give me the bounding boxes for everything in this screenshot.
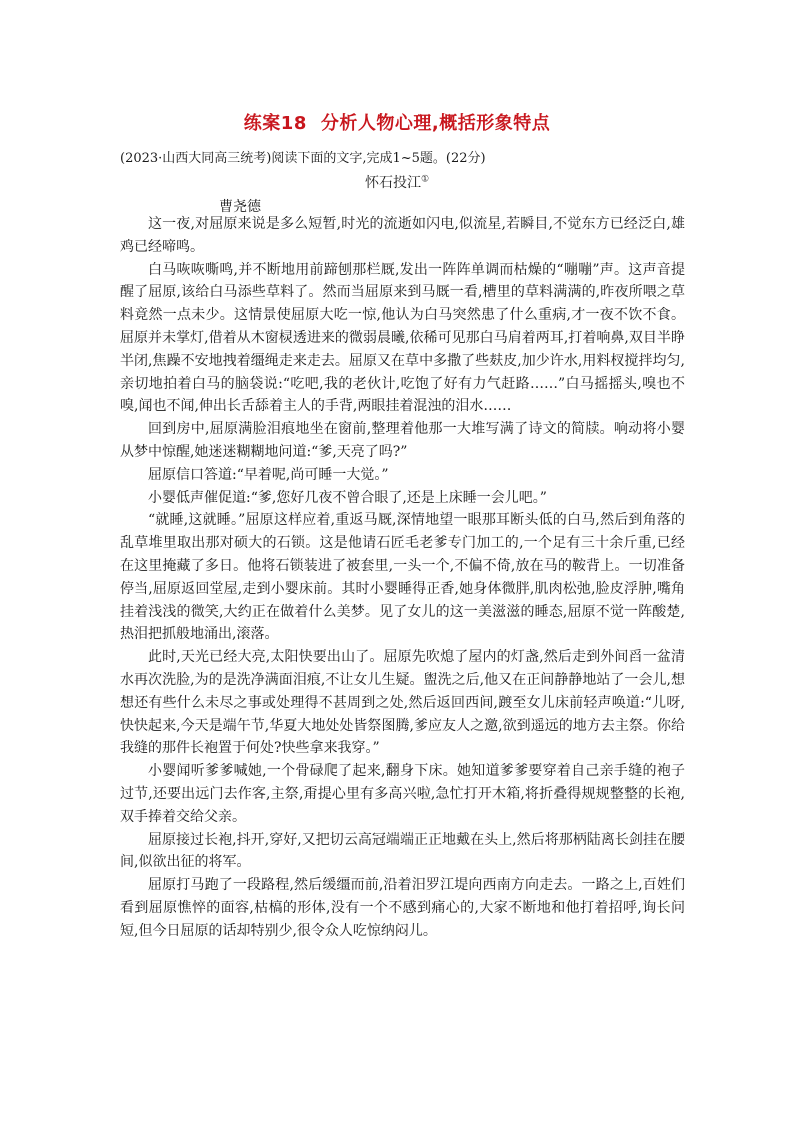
story-author: 曹尧德 (219, 199, 261, 215)
paragraph: 屈原信口答道:“早着呢,尚可睡一大觉。” (148, 466, 389, 483)
paragraph: 小婴低声催促道:“爹,您好几夜不曾合眼了,还是上床睡一会儿吧。” (148, 489, 547, 506)
paragraph: 屈原打马跑了一段路程,然后缓缰而前,沿着汨罗江堤向西南方向走去。一路之上,百姓们看到屈原憔悴的面容,枯槁的形体,没有一个不感到痛心的,大家不断地和他打着招呼,询长问短,但今日屈原的话却特别少,很令众人吃惊纳闷儿。 (120, 877, 685, 939)
title-topic: 分析人物心理,概括形象特点 (320, 113, 551, 134)
paragraph: 屈原接过长袍,抖开,穿好,又把切云高冠端端正正地戴在头上,然后将那柄陆离长剑挂在腰间,似欲出征的将军。 (120, 831, 685, 871)
paragraph: 此时,天光已经大亮,太阳快要出山了。屈原先吹熄了屋内的灯盏,然后走到外间舀一盆清水再次洗脸,为的是洗净满面泪痕,不让女儿生疑。盥洗之后,他又在正间静静地站了一会儿,想想还有些什么未尽之事或处理得不甚周到之处,然后返回西间,踱至女儿床前轻声唤道:“儿呀,快快起来,今天是端午节,华夏大地处处皆祭图腾,爹应友人之邀,欲到遥远的地方去主祭。你给我缝的那件长袍置于何处?快些拿来我穿。” (120, 649, 685, 757)
paragraph: 小婴闻听爹爹喊她,一个骨碌爬了起来,翻身下床。她知道爹爹要穿着自己亲手缝的袍子过节,还要出远门去作客,主祭,甭提心里有多高兴啦,急忙打开木箱,将折叠得规规整整的长袍,双手捧着交给父亲。 (120, 763, 685, 825)
title-lesson-number: 练案18 (243, 113, 307, 134)
question-source-line: (2023·山西大同高三统考)阅读下面的文字,完成1~5题。(22分) (120, 151, 486, 166)
paragraph: 回到房中,屈原满脸泪痕地坐在窗前,整理着他那一大堆写满了诗文的简牍。响动将小婴从梦中惊醒,她迷迷糊糊地问道:“爹,天亮了吗?” (120, 421, 685, 460)
story-title (0, 174, 794, 192)
paragraph: “就睡,这就睡。”屈原这样应着,重返马厩,深情地望一眼那耳断头低的白马,然后到角落的乱草堆里取出那对硕大的石锁。这是他请石匠毛老爹专门加工的,一个足有三十余斤重,已经在这里掩藏了多日。他将石锁装进了被套里,一头一个,不偏不倚,放在马的鞍背上。一切准备停当,屈原返回堂屋,走到小婴床前。其时小婴睡得正香,她身体微胖,肌肉松弛,脸皮浮肿,嘴角挂着浅浅的微笑,大约正在做着什么美梦。见了女儿的这一美滋滋的睡态,屈原不觉一阵酸楚,热泪把抓般地涌出,滚落。 (120, 512, 685, 643)
footnote-marker: ① (420, 174, 430, 185)
paragraph: 这一夜,对屈原来说是多么短暂,时光的流逝如闪电,似流星,若瞬目,不觉东方已经泛白,雄鸡已经啼鸣。 (120, 216, 685, 255)
story-title-text: 怀石投江 (364, 175, 421, 191)
paragraph: 白马咴咴嘶鸣,并不断地用前蹄刨那栏厩,发出一阵阵单调而枯燥的“嘣嘣”声。这声音提醒了屈原,该给白马添些草料了。然而当屈原来到马厩一看,槽里的草料满满的,昨夜所喂之草料竟然一点未少。这情景使屈原大吃一惊,他认为白马突然患了什么重病,才一夜不饮不食。屈原并未掌灯,借着从木窗棂透进来的微弱晨曦,依稀可见那白马肩着两耳,打着响鼻,双目半睁半闭,焦躁不安地拽着缰绳走来走去。屈原又在草中多撒了些麸皮,加少许水,用料杈搅拌均匀,亲切地拍着白马的脑袋说:“吃吧,我的老伙计,吃饱了好有力气赶路……”白马摇摇头,嗅也不嗅,闻也不闻,伸出长舌舔着主人的手背,两眼挂着混浊的泪水…… (120, 261, 685, 415)
page-title (0, 109, 794, 135)
story-body (120, 213, 685, 943)
